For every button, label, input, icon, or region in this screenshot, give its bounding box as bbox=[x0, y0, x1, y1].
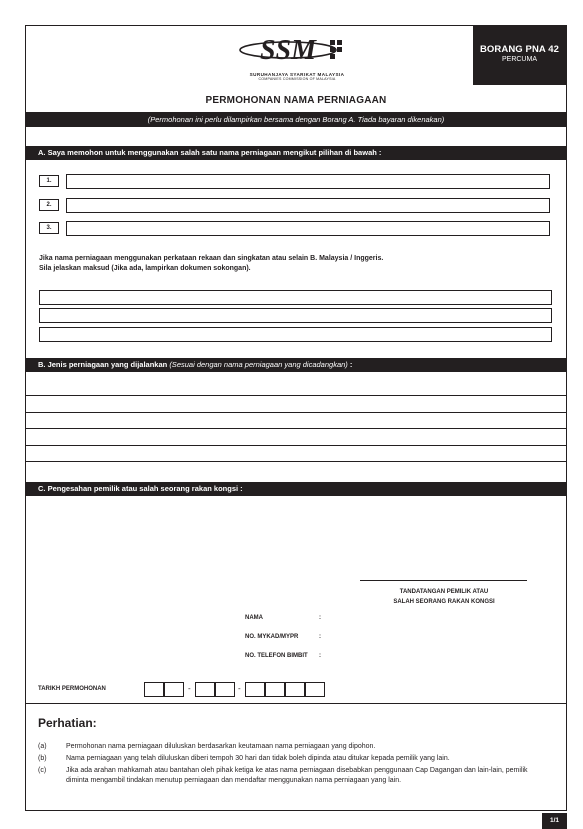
section-b-heading bbox=[26, 358, 566, 372]
notice-marker: (b) bbox=[38, 755, 47, 762]
choice-number-1: 1. bbox=[39, 175, 59, 187]
form-subtitle: (Permohonan ini perlu dilampirkan bersama dengan Borang A. Tiada bayaran dikenakan) bbox=[26, 112, 566, 127]
section-b-heading-note: (Sesuai dengan nama perniagaan yang dicadangkan) bbox=[169, 360, 348, 369]
notice-marker: (a) bbox=[38, 743, 47, 750]
ssm-logo bbox=[232, 33, 362, 81]
section-c-heading: C. Pengesahan pemilik atau salah seorang rakan kongsi : bbox=[26, 482, 566, 496]
date-month-digit-1[interactable] bbox=[195, 682, 215, 697]
section-a-note bbox=[39, 254, 539, 274]
section-a-note-line2: Sila jelaskan maksud (Jika ada, lampirkan dokumen sokongan). bbox=[39, 265, 251, 272]
section-b-heading-text: B. Jenis perniagaan yang dijalankan bbox=[38, 360, 168, 369]
business-type-line-2[interactable] bbox=[26, 412, 566, 413]
section-a-heading: A. Saya memohon untuk menggunakan salah satu nama perniagaan mengikut pilihan di bawah : bbox=[26, 146, 566, 160]
page-number: 1/1 bbox=[542, 813, 567, 829]
notice-text: Nama perniagaan yang telah diluluskan diberi tempoh 30 hari dan tidak boleh dipinda atau ditukar kepada pemilik yang lain. bbox=[66, 755, 450, 762]
meaning-line-3[interactable] bbox=[39, 327, 552, 342]
date-day-digit-1[interactable] bbox=[144, 682, 164, 697]
signature-caption-line1: TANDATANGAN PEMILIK ATAU bbox=[399, 589, 489, 595]
meaning-line-2[interactable] bbox=[39, 308, 552, 323]
mykad-colon: : bbox=[319, 634, 321, 640]
phone-label: NO. TELEFON BIMBIT bbox=[245, 653, 308, 659]
section-divider bbox=[26, 703, 566, 704]
name-label: NAMA bbox=[245, 615, 263, 621]
date-year-digit-2[interactable] bbox=[265, 682, 285, 697]
application-date-label: TARIKH PERMOHONAN bbox=[38, 686, 106, 692]
logo-org-name-en: COMPANIES COMMISSION OF MALAYSIA bbox=[258, 77, 336, 81]
mykad-label: NO. MYKAD/MYPR bbox=[245, 634, 299, 640]
business-type-line-1[interactable] bbox=[26, 395, 566, 396]
date-year-digit-4[interactable] bbox=[305, 682, 325, 697]
date-year-digit-1[interactable] bbox=[245, 682, 265, 697]
business-name-choice-2[interactable] bbox=[66, 198, 550, 213]
signature-caption-line2: SALAH SEORANG RAKAN KONGSI bbox=[393, 599, 495, 605]
notice-title: Perhatian: bbox=[38, 716, 97, 730]
form-price: PERCUMA bbox=[501, 56, 537, 63]
date-year-digit-3[interactable] bbox=[285, 682, 305, 697]
business-name-choice-3[interactable] bbox=[66, 221, 550, 236]
form-code: BORANG PNA 42 bbox=[479, 44, 560, 55]
choice-number-2: 2. bbox=[39, 199, 59, 211]
date-separator-2: - bbox=[238, 684, 241, 693]
choice-number-3: 3. bbox=[39, 222, 59, 234]
business-type-line-3[interactable] bbox=[26, 428, 566, 429]
notice-marker: (c) bbox=[38, 767, 47, 774]
signature-line[interactable] bbox=[360, 580, 527, 581]
signature-caption bbox=[355, 587, 533, 607]
svg-text:SSM: SSM bbox=[259, 35, 317, 66]
meaning-line-1[interactable] bbox=[39, 290, 552, 305]
date-separator-1: - bbox=[188, 684, 191, 693]
form-title: PERMOHONAN NAMA PERNIAGAAN bbox=[205, 95, 387, 106]
section-a-note-line1: Jika nama perniagaan menggunakan perkataan rekaan dan singkatan atau selain B. Malaysia / Inggeris. bbox=[39, 255, 384, 262]
business-name-choice-1[interactable] bbox=[66, 174, 550, 189]
business-type-line-4[interactable] bbox=[26, 445, 566, 446]
phone-colon: : bbox=[319, 653, 321, 659]
date-month-digit-2[interactable] bbox=[215, 682, 235, 697]
ssm-logo-mark bbox=[232, 33, 362, 67]
date-day-digit-2[interactable] bbox=[164, 682, 184, 697]
section-b-heading-end: : bbox=[347, 360, 353, 369]
name-colon: : bbox=[319, 615, 321, 621]
notice-text: Permohonan nama perniagaan diluluskan berdasarkan keutamaan nama perniagaan yang dipohon. bbox=[66, 743, 376, 750]
notice-text: Jika ada arahan mahkamah atau bantahan oleh pihak ketiga ke atas nama perniagaan disebabkan penggunaan Cap Dagangan dan lain-lain, pemilik diminta mengambil tindakan menutup perniagaan dan mendaftar menggunakan nama perniagaan yang lain. bbox=[66, 767, 528, 784]
logo-org-name: SURUHANJAYA SYARIKAT MALAYSIA bbox=[249, 72, 345, 77]
form-code-box bbox=[473, 26, 566, 85]
business-type-line-5[interactable] bbox=[26, 461, 566, 462]
